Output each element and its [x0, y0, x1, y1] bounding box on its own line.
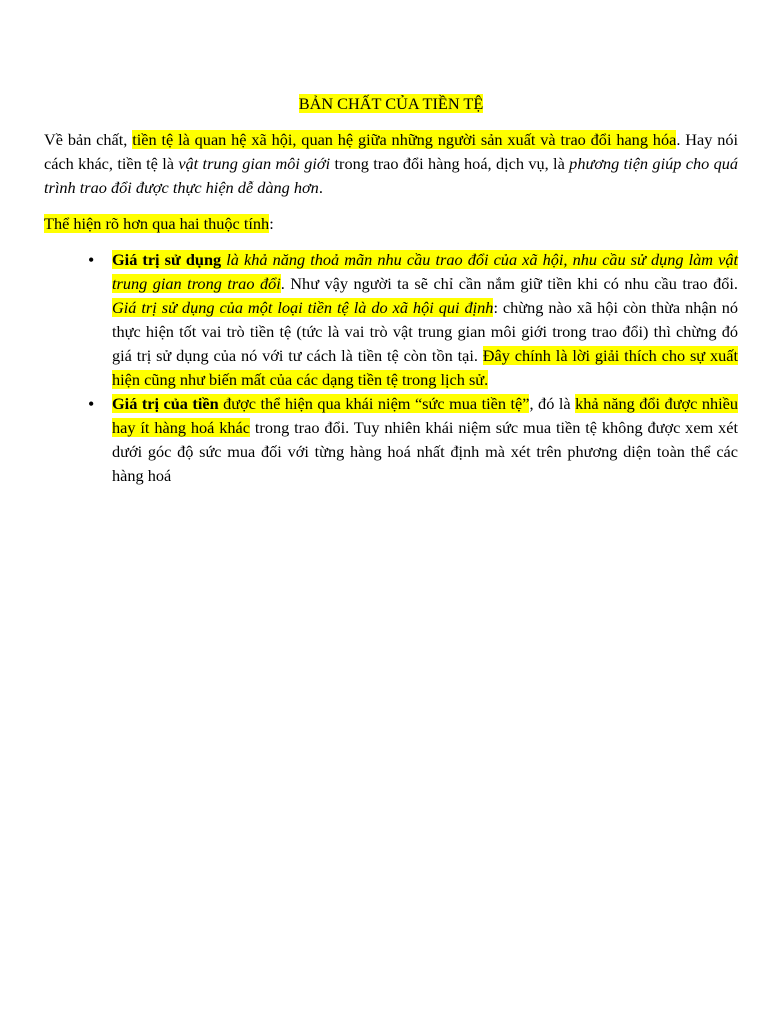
intro-italic-means: phương tiện giúp cho quá trình trao đổi được thực hiện dễ dàng hơn	[44, 154, 739, 197]
use-value-society-defined: Giá trị sử dụng của một loại tiền tệ là do xã hội qui định	[112, 298, 494, 317]
money-value-term: Giá trị của tiền	[112, 394, 219, 413]
intro-text-1: Về bản chất,	[44, 130, 133, 149]
properties-intro-colon: :	[269, 214, 274, 233]
properties-intro	[44, 212, 738, 236]
properties-list	[44, 248, 738, 488]
intro-paragraph	[44, 128, 738, 200]
document-body	[44, 92, 738, 488]
intro-italic-intermediary: vật trung gian môi giới	[178, 154, 331, 173]
use-value-explanation: Đây chính là lời giải thích cho sự xuất hiện cũng như biến mất của các dạng tiền tệ trong lịch sử.	[112, 346, 739, 389]
intro-text-2: . Hay nói cách khác, tiền tệ là	[44, 130, 739, 173]
intro-text-3: trong trao đổi hàng hoá, dịch vụ, là	[330, 154, 570, 173]
properties-intro-highlight: Thể hiện rõ hơn qua hai thuộc tính	[44, 214, 270, 233]
list-item-use-value	[112, 248, 738, 392]
use-value-term: Giá trị sử dụng	[112, 250, 222, 269]
money-value-exchange-ability: khả năng đổi được nhiều hay ít hàng hoá khác	[112, 394, 739, 437]
money-value-text-1: , đó là	[529, 394, 576, 413]
intro-highlight-definition: tiền tệ là quan hệ xã hội, quan hệ giữa những người sản xuất và trao đổi hang hóa	[132, 130, 677, 149]
money-value-purchasing-power: được thể hiện qua khái niệm “sức mua tiền tệ”	[218, 394, 530, 413]
title-text: BẢN CHẤT CỦA TIỀN TỆ	[298, 94, 484, 113]
list-item-money-value	[112, 392, 738, 488]
intro-text-4: .	[318, 178, 323, 197]
money-value-text-2: trong trao đổi. Tuy nhiên khái niệm sức mua tiền tệ không được xem xét dưới góc độ sức mua đối với từng hàng hoá nhất định mà xét trên phương diện toàn thể các hàng hoá	[112, 418, 738, 485]
use-value-definition: là khả năng thoả mãn nhu cầu trao đổi của xã hội, nhu cầu sử dụng làm vật trung gian trong trao đổi	[112, 250, 738, 293]
use-value-text-1: . Như vậy người ta sẽ chỉ cần nắm giữ tiền khi có nhu cầu trao đổi.	[280, 274, 738, 293]
document-title	[44, 92, 738, 116]
use-value-text-2: : chừng nào xã hội còn thừa nhận nó thực hiện tốt vai trò tiền tệ (tức là vai trò vật trung gian môi giới trong trao đổi) thì chừng đó giá trị sử dụng của nó với tư cách là tiền tệ còn tồn tại.	[112, 298, 739, 365]
